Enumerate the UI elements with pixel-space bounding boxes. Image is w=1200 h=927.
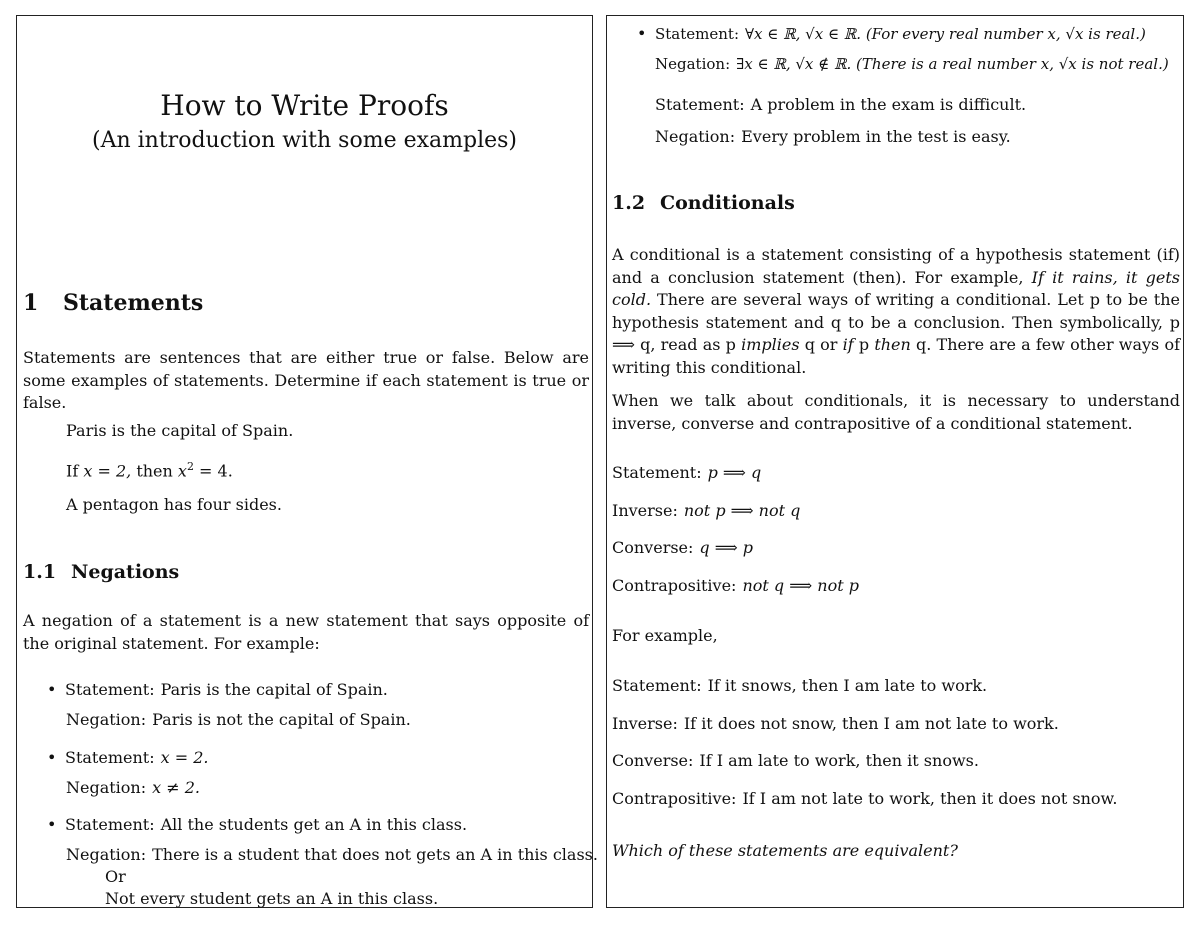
bullet-dot: • — [637, 24, 647, 43]
example-if-x — [66, 457, 233, 481]
section-1-1-title: Negations — [71, 561, 180, 583]
form-expression: not q ⟹ not p — [742, 576, 859, 595]
bullet-3-negation — [66, 845, 598, 865]
statement-label: Statement: — [655, 95, 745, 114]
text-run: A conditional is a statement consisting of a hypothesis statement (if) and a conclusion statement (then). For example, — [612, 245, 1180, 287]
section-1-2-heading — [612, 191, 795, 215]
section-1-1-number: 1.1 — [23, 561, 57, 583]
statement-text: A problem in the exam is difficult. — [750, 95, 1027, 114]
x-equals-2: x = 2, — [83, 461, 132, 481]
negation-label: Negation: — [66, 710, 147, 729]
conditionals-paragraph-2: When we talk about conditionals, it is necessary to understand inverse, converse and contrapositive of a conditional statement. — [612, 391, 1180, 433]
example-contrapositive — [612, 789, 1117, 809]
conditionals-paragraph-1 — [612, 244, 1180, 380]
form-label: Converse: — [612, 538, 694, 557]
example-italic: If it rains, it gets cold. — [612, 267, 1181, 310]
bullet-dot: • — [47, 748, 57, 767]
equals-4: = 4. — [193, 461, 233, 481]
statement-label: Statement: — [65, 748, 155, 767]
section-1-2-number: 1.2 — [612, 192, 646, 214]
bullet-2-statement — [65, 748, 208, 768]
negations-intro: A negation of a statement is a new statement that says opposite of the original statement. For example: — [23, 611, 589, 653]
bullet-4-negation — [655, 54, 1169, 74]
text-run: q. There are a few other ways of writing this conditional. — [612, 335, 1181, 377]
if-word: If — [66, 461, 79, 481]
statement-math: ∀x ∈ ℝ, √x ∈ ℝ. — [745, 25, 862, 43]
text-run: p — [853, 335, 875, 355]
section-1-title: Statements — [63, 290, 204, 316]
negation-text: Every problem in the test is easy. — [741, 127, 1011, 146]
negation-label: Negation: — [66, 845, 147, 864]
bullet-4-statement — [655, 24, 1146, 44]
text-run: q or — [799, 335, 843, 355]
negation-text: x ≠ 2. — [152, 778, 200, 797]
example-statement — [612, 676, 987, 696]
then-italic: then — [874, 335, 911, 355]
form-expression: not p ⟹ not q — [683, 501, 801, 520]
section-1-heading — [23, 289, 203, 317]
bullet-1-negation — [66, 710, 411, 730]
example-label: Contrapositive: — [612, 789, 737, 808]
statement-label: Statement: — [655, 25, 739, 43]
bullet-3-statement — [65, 815, 467, 835]
form-statement — [612, 463, 761, 483]
document-title: How to Write Proofs — [160, 89, 449, 122]
negation-or: Or — [105, 867, 126, 886]
form-expression: p ⟹ q — [707, 463, 762, 482]
negation-text: There is a student that does not gets an A in this class. — [152, 845, 598, 864]
negation-note: (There is a real number x, √x is not real.) — [856, 55, 1169, 73]
list-item — [637, 24, 646, 44]
example-label: Converse: — [612, 751, 694, 770]
form-contrapositive — [612, 576, 859, 596]
example-text: If it snows, then I am late to work. — [707, 676, 988, 695]
example-label: Inverse: — [612, 714, 678, 733]
statements-intro: Statements are sentences that are either true or false. Below are some examples of statements. Determine if each statement is true or false. — [23, 348, 589, 413]
form-label: Contrapositive: — [612, 576, 737, 595]
right-page — [606, 15, 1184, 908]
example-inverse — [612, 714, 1059, 734]
statement-text: All the students get an A in this class. — [160, 815, 468, 834]
form-inverse — [612, 501, 800, 521]
equivalence-question: Which of these statements are equivalent? — [612, 841, 958, 860]
example-converse — [612, 751, 979, 771]
example-label: Statement: — [612, 676, 702, 695]
statement-text: Paris is the capital of Spain. — [160, 680, 388, 699]
example-text: If it does not snow, then I am not late to work. — [683, 714, 1059, 733]
bullet-1-statement — [65, 680, 388, 700]
extra-negation — [655, 127, 1011, 147]
negation-math: ∃x ∈ ℝ, √x ∉ ℝ. — [736, 55, 852, 73]
form-converse — [612, 538, 753, 558]
example-paris: Paris is the capital of Spain. — [66, 421, 294, 440]
then-word: then — [136, 461, 173, 481]
list-item — [47, 748, 56, 768]
implies-italic: implies — [741, 335, 800, 355]
form-label: Inverse: — [612, 501, 678, 520]
section-1-2-title: Conditionals — [660, 192, 795, 214]
section-1-number: 1 — [23, 290, 39, 316]
document-subtitle: (An introduction with some examples) — [92, 128, 517, 153]
list-item — [47, 815, 56, 835]
if-italic: if — [842, 335, 854, 355]
example-text: If I am late to work, then it snows. — [699, 751, 979, 770]
form-expression: q ⟹ p — [699, 538, 753, 557]
form-label: Statement: — [612, 463, 702, 482]
left-page — [16, 15, 598, 908]
statement-text: x = 2. — [160, 748, 209, 767]
example-pentagon: A pentagon has four sides. — [66, 495, 282, 514]
negation-label: Negation: — [655, 55, 731, 73]
negation-alternative: Not every student gets an A in this class. — [105, 889, 439, 908]
bullet-2-negation — [66, 778, 200, 798]
exponent-2: 2 — [186, 460, 194, 473]
negation-label: Negation: — [655, 127, 736, 146]
text-run: There are several ways of writing a conditional. Let p to be the hypothesis statement and q to be a conclusion. Then symbolically, p ⟹ q, read as p — [612, 290, 1180, 355]
bullet-dot: • — [47, 680, 57, 699]
list-item — [47, 680, 56, 700]
extra-statement — [655, 95, 1026, 115]
statement-label: Statement: — [65, 680, 155, 699]
statement-label: Statement: — [65, 815, 155, 834]
example-text: If I am not late to work, then it does not snow. — [742, 789, 1118, 808]
section-1-1-heading — [23, 560, 179, 584]
negation-label: Negation: — [66, 778, 147, 797]
x-squared-base: x — [177, 461, 187, 481]
negation-text: Paris is not the capital of Spain. — [152, 710, 411, 729]
bullet-dot: • — [47, 815, 57, 834]
for-example-label: For example, — [612, 626, 718, 645]
statement-note: (For every real number x, √x is real.) — [865, 25, 1146, 43]
